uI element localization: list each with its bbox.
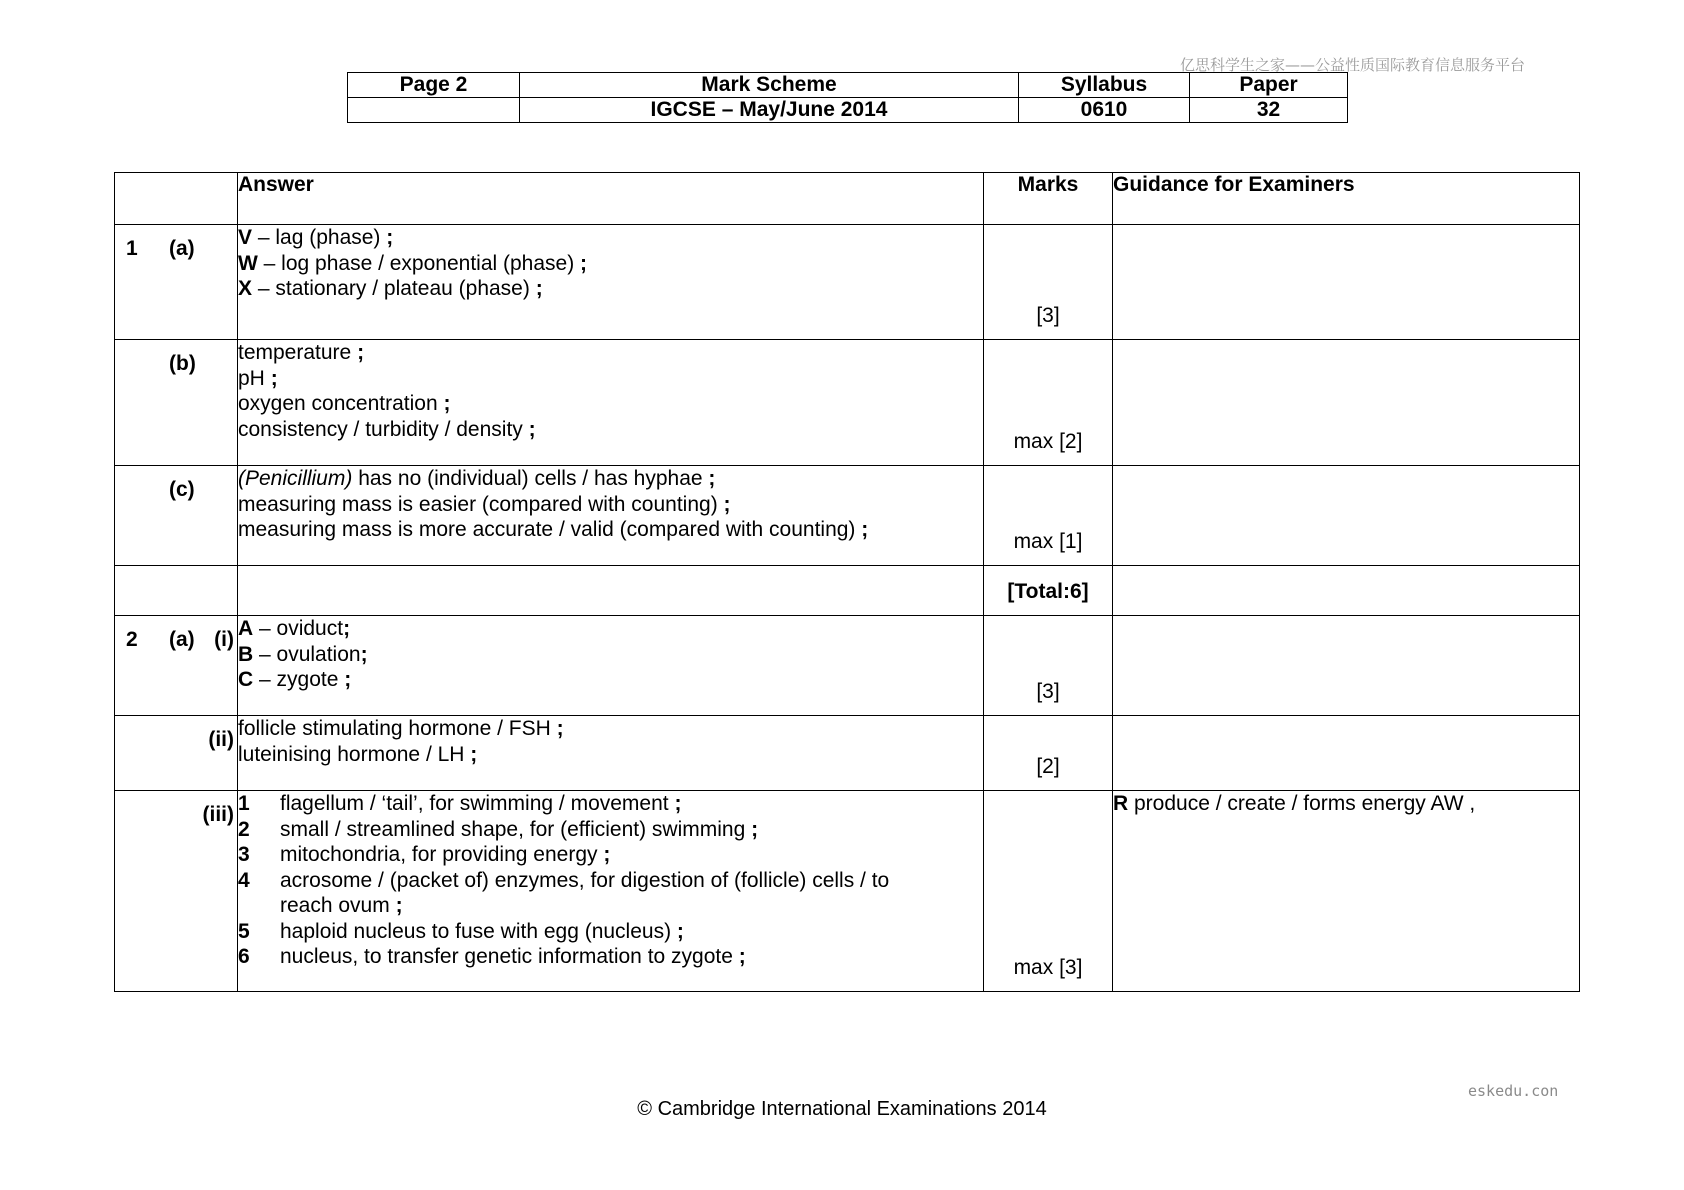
question-subpart: (i) [214, 628, 234, 651]
marks-value: max [1] [1013, 530, 1083, 553]
answer-key: W [238, 251, 258, 275]
mark-semicolon: ; [528, 417, 536, 441]
question-number: 2 [126, 628, 138, 651]
table-row [115, 340, 1580, 466]
answer-text: oxygen concentration [238, 392, 444, 415]
question-number: 1 [126, 237, 138, 260]
header-syllabus: 0610 [1019, 98, 1190, 123]
mark-semicolon: ; [861, 518, 869, 541]
question-label [115, 566, 238, 616]
header-page: Page 2 [348, 73, 520, 98]
answer-text: – ovulation [253, 642, 361, 666]
marks-value: [3] [1036, 680, 1060, 703]
answer-text: small / streamlined shape, for (efficient) swimming [280, 817, 752, 841]
question-part: (a) [169, 628, 195, 651]
answer-cell [238, 791, 984, 992]
answer-text: follicle stimulating hormone / FSH [238, 717, 557, 740]
marks-cell [984, 791, 1113, 992]
guidance-text: produce / create / forms energy AW , [1128, 792, 1476, 815]
mark-semicolon: ; [357, 341, 365, 364]
mark-semicolon: ; [738, 945, 746, 968]
question-label [115, 340, 238, 466]
answer-text: mitochondria, for providing energy [280, 843, 604, 866]
header-question-cell [115, 173, 238, 225]
list-item [238, 817, 983, 843]
marks-cell [984, 466, 1113, 566]
guidance-cell [1113, 616, 1580, 716]
mark-semicolon: ; [674, 792, 682, 815]
list-item [238, 919, 983, 945]
list-item [238, 868, 983, 919]
answer-cell [238, 225, 984, 340]
answer-text: measuring mass is more accurate / valid (compared with counting) [238, 518, 862, 541]
column-answer: Answer [238, 173, 984, 225]
question-label [115, 791, 238, 992]
marks-cell [984, 566, 1113, 616]
mark-semicolon: ; [535, 277, 543, 300]
header-paper-label: Paper [1190, 73, 1348, 98]
mark-semicolon: ; [360, 642, 368, 666]
item-number: 5 [238, 919, 250, 943]
mark-scheme-table [114, 172, 1580, 992]
footer-copyright: © Cambridge International Examinations 2014 [637, 1098, 1047, 1120]
watermark-top: 亿思科学生之家——公益性质国际教育信息服务平台 [1180, 56, 1526, 74]
question-subpart: (iii) [202, 803, 234, 826]
mark-semicolon: ; [580, 251, 588, 275]
mark-semicolon: ; [470, 742, 478, 766]
item-number: 3 [238, 843, 250, 866]
answer-text: – lag (phase) [252, 226, 387, 249]
answer-text: – log phase / exponential (phase) [257, 251, 581, 275]
header-title: Mark Scheme [520, 73, 1019, 98]
mark-semicolon: ; [676, 919, 684, 943]
mark-semicolon: ; [603, 843, 611, 866]
answer-text: – zygote [253, 668, 345, 691]
marks-value: [3] [1036, 304, 1060, 327]
question-label [115, 716, 238, 791]
item-number: 2 [238, 817, 250, 841]
table-row [115, 225, 1580, 340]
question-label [115, 616, 238, 716]
question-label [115, 466, 238, 566]
answer-key: X [238, 277, 253, 300]
marks-cell [984, 616, 1113, 716]
mark-semicolon: ; [395, 894, 403, 917]
table-row [115, 791, 1580, 992]
answer-cell [238, 466, 984, 566]
answer-text: – stationary / plateau (phase) [252, 277, 536, 300]
item-number: 4 [238, 868, 250, 892]
answer-key: C [238, 668, 254, 691]
mark-semicolon: ; [343, 617, 351, 640]
guidance-cell [1113, 340, 1580, 466]
mark-semicolon: ; [386, 226, 394, 249]
column-marks: Marks [984, 173, 1113, 225]
organism-name: (Penicillium) [238, 467, 353, 490]
answer-cell [238, 716, 984, 791]
mark-semicolon: ; [270, 366, 278, 390]
marks-value: [2] [1036, 755, 1060, 778]
answer-key: V [238, 226, 253, 249]
item-number: 6 [238, 945, 250, 968]
question-part: (c) [169, 478, 195, 501]
answer-text: pH [238, 366, 271, 390]
guidance-cell [1113, 225, 1580, 340]
mark-semicolon: ; [751, 817, 759, 841]
header-empty [348, 98, 520, 123]
answer-text: nucleus, to transfer genetic information to zygote [280, 945, 739, 968]
column-guidance: Guidance for Examiners [1113, 173, 1580, 225]
answer-text: haploid nucleus to fuse with egg (nucleus) [280, 919, 677, 943]
mark-semicolon: ; [556, 717, 564, 740]
answer-key: A [238, 617, 254, 640]
mark-semicolon: ; [708, 467, 716, 490]
header-table [347, 72, 1348, 123]
answer-cell [238, 340, 984, 466]
question-part: (a) [169, 237, 195, 260]
question-label [115, 225, 238, 340]
item-number: 1 [238, 792, 250, 815]
guidance-cell [1113, 566, 1580, 616]
guidance-reject-key: R [1113, 792, 1129, 815]
guidance-cell [1113, 466, 1580, 566]
list-item [238, 791, 983, 817]
guidance-cell [1113, 791, 1580, 992]
mark-semicolon: ; [723, 492, 731, 516]
table-row [115, 716, 1580, 791]
answer-key: B [238, 642, 254, 666]
answer-text: – oviduct [253, 617, 344, 640]
list-item [238, 944, 983, 970]
marks-value: max [3] [1013, 956, 1083, 979]
answer-text: has no (individual) cells / has hyphae [352, 467, 709, 490]
mark-semicolon: ; [443, 392, 451, 415]
answer-text: measuring mass is easier (compared with counting) [238, 492, 724, 516]
mark-semicolon: ; [344, 668, 352, 691]
answer-cell [238, 566, 984, 616]
answer-text: acrosome / (packet of) enzymes, for digestion of (follicle) cells / to reach ovum [280, 868, 890, 917]
question-part: (b) [169, 352, 196, 375]
header-session: IGCSE – May/June 2014 [520, 98, 1019, 123]
guidance-cell [1113, 716, 1580, 791]
table-row [115, 466, 1580, 566]
list-item [238, 842, 983, 868]
answer-text: luteinising hormone / LH [238, 742, 471, 766]
table-row [115, 566, 1580, 616]
marks-cell [984, 340, 1113, 466]
header-syllabus-label: Syllabus [1019, 73, 1190, 98]
answer-cell [238, 616, 984, 716]
header-paper: 32 [1190, 98, 1348, 123]
answer-text: temperature [238, 341, 358, 364]
total-marks: [Total:6] [1007, 580, 1089, 603]
table-row [115, 616, 1580, 716]
watermark-bottom: eskedu.con [1468, 1082, 1559, 1100]
marks-value: max [2] [1013, 430, 1083, 453]
answer-text: consistency / turbidity / density [238, 417, 529, 441]
marks-cell [984, 225, 1113, 340]
answer-text: flagellum / ‘tail’, for swimming / movement [280, 792, 675, 815]
question-subpart: (ii) [208, 728, 234, 751]
marks-cell [984, 716, 1113, 791]
